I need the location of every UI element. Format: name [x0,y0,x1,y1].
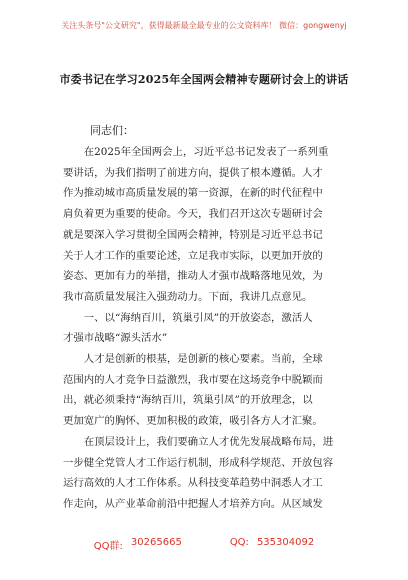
qq-label: QQ: [229,537,249,548]
footer-qq [230,537,314,552]
qq-group-label: QQ群: [93,541,123,552]
text-line: 要讲话，为我们指明了前进方向，提供了根本遵循。人才 [63,166,323,179]
paragraph-talent-competition [63,349,345,432]
text-line: 才强市战略“源头活水” [63,332,168,345]
text-line: 肩负着更为重要的使命。今天，我们召开这次专题研讨会 [63,208,323,221]
text-line: 在2025年全国两会上，习近平总书记发表了一系列重 [63,146,329,158]
text-line: 关于人才工作的重要论述，立足我市实际，以更加开放的 [63,249,323,262]
paragraph-intro [63,142,345,308]
salutation: 同志们： [90,124,134,137]
text-line: 人才是创新的根基，是创新的核心要素。当前，全球 [63,353,323,366]
header-promo-note: 关注头条号"公文研究"，获得最新最全最专业的公文资料库！ 微信：gongwenyj [61,21,347,30]
document-title: 市委书记在学习2025年全国两会精神专题研讨会上的讲话 [59,73,349,86]
text-line: 更加宽广的胸怀、更加积极的政策，吸引各方人才汇聚。 [63,415,323,428]
section-heading-1 [63,308,345,349]
paragraph-top-level-design [63,432,345,515]
footer-qq-group [94,537,182,552]
text-line: 我市高质量发展注入强劲动力。下面，我讲几点意见。 [63,290,313,303]
text-line: 作走向，从产业革命前沿中把握人才培养方向。从区域发 [63,497,323,510]
text-line: 一步健全党管人才工作运行机制，形成科学规范、开放包容 [63,456,334,469]
text-line: 范围内的人才竞争日益激烈，我市要在这场竞争中脱颖而 [63,373,323,386]
qq-number: 535304092 [256,537,315,548]
text-line: 作为推动城市高质量发展的第一资源，在新的时代征程中 [63,187,323,200]
text-line: 出，就必须秉持“海纳百川，筑巢引凤”的开放理念，以 [63,394,313,407]
text-line: 在顶层设计上，我们要确立人才优先发展战略布局，进 [63,435,334,448]
qq-group-number: 30265665 [130,537,182,548]
document-body [63,142,345,515]
footer-contact [0,537,408,552]
text-line: 运行高效的人才工作体系。从科技变革趋势中洞悉人才工 [63,477,323,490]
text-line: 姿态、更加有力的举措，推动人才强市战略落地见效，为 [63,270,323,283]
text-line: 一、以“海纳百川，筑巢引凤”的开放姿态，激活人 [63,311,313,324]
text-line: 就是要深入学习贯彻全国两会精神，特别是习近平总书记 [63,228,323,241]
